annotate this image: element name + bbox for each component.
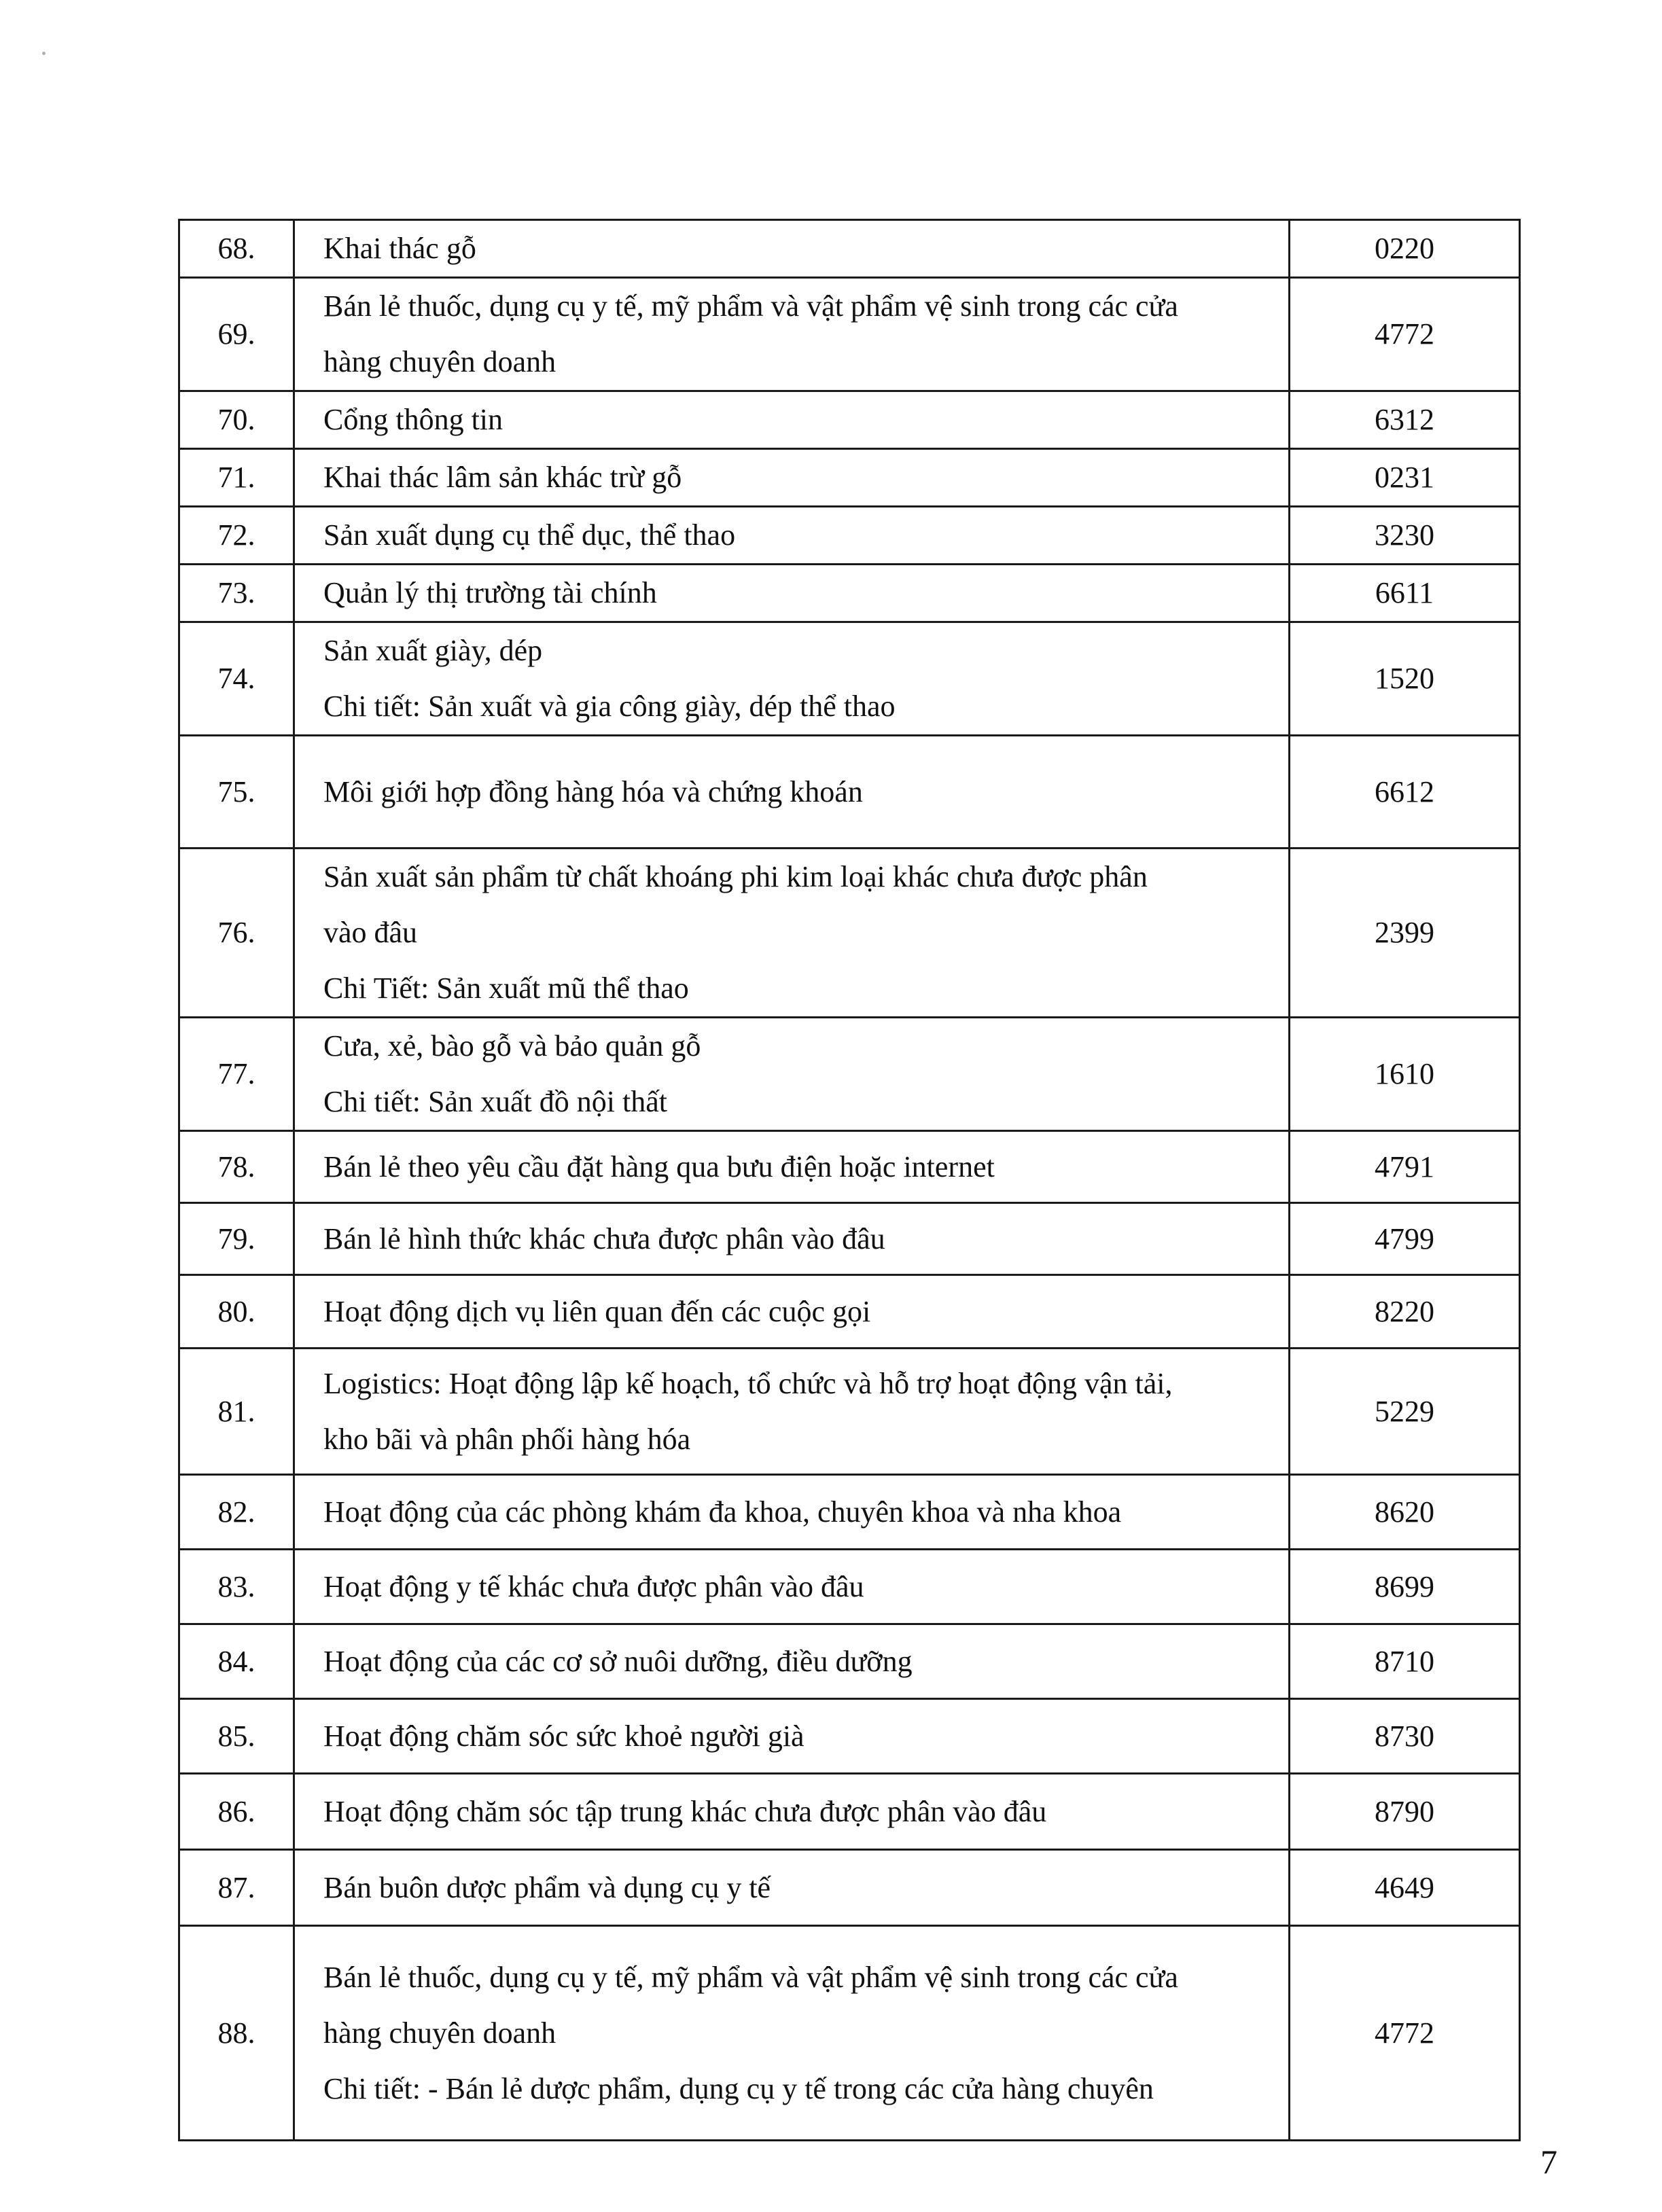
- activity-line: Chi tiết: Sản xuất và gia công giày, dép thể thao: [323, 690, 896, 723]
- row-number: 82.: [179, 1475, 294, 1550]
- table-row: [179, 507, 1520, 565]
- row-activity-name: [294, 1774, 1290, 1850]
- row-activity-name: [294, 1624, 1290, 1699]
- page-number: 7: [1540, 2143, 1557, 2181]
- row-activity-name: [294, 507, 1290, 565]
- activity-line: Hoạt động y tế khác chưa được phân vào đâu: [323, 1569, 864, 1603]
- row-number: 80.: [179, 1275, 294, 1349]
- activity-line: Cổng thông tin: [323, 403, 503, 436]
- row-activity-name: [294, 736, 1290, 849]
- table-row: [179, 1624, 1520, 1699]
- row-code: 6612: [1290, 736, 1520, 849]
- row-number: 86.: [179, 1774, 294, 1850]
- table-row: [179, 220, 1520, 278]
- activity-line: Bán lẻ hình thức khác chưa được phân vào đâu: [323, 1221, 885, 1255]
- activity-line: Chi tiết: - Bán lẻ dược phẩm, dụng cụ y tế trong các cửa hàng chuyên: [323, 2071, 1154, 2105]
- row-activity-name: [294, 1926, 1290, 2141]
- row-code: 4772: [1290, 278, 1520, 391]
- row-code: 8220: [1290, 1275, 1520, 1349]
- row-number: 71.: [179, 449, 294, 507]
- row-number: 74.: [179, 622, 294, 736]
- row-code: 1610: [1290, 1018, 1520, 1131]
- table-row: [179, 1926, 1520, 2141]
- table-row: [179, 391, 1520, 449]
- row-number: 85.: [179, 1699, 294, 1774]
- activity-line: Cưa, xẻ, bào gỗ và bảo quản gỗ: [323, 1029, 701, 1063]
- row-activity-name: [294, 1018, 1290, 1131]
- activity-line: Môi giới hợp đồng hàng hóa và chứng khoán: [323, 774, 863, 808]
- row-activity-name: [294, 1203, 1290, 1275]
- row-activity-name: [294, 449, 1290, 507]
- row-number: 69.: [179, 278, 294, 391]
- row-activity-name: [294, 1550, 1290, 1624]
- activity-line: Hoạt động dịch vụ liên quan đến các cuộc gọi: [323, 1294, 871, 1328]
- row-activity-name: [294, 1349, 1290, 1475]
- table-row: [179, 1550, 1520, 1624]
- business-lines-table: [178, 219, 1521, 2141]
- row-code: 8620: [1290, 1475, 1520, 1550]
- table-row: [179, 1699, 1520, 1774]
- row-activity-name: [294, 1131, 1290, 1203]
- row-number: 76.: [179, 849, 294, 1018]
- activity-line: Hoạt động chăm sóc sức khoẻ người già: [323, 1719, 805, 1753]
- row-activity-name: [294, 1850, 1290, 1926]
- row-code: 4799: [1290, 1203, 1520, 1275]
- table-row: [179, 565, 1520, 622]
- table-row: [179, 622, 1520, 736]
- activity-line: kho bãi và phân phối hàng hóa: [323, 1422, 691, 1456]
- row-activity-name: [294, 622, 1290, 736]
- row-activity-name: [294, 391, 1290, 449]
- activity-line: hàng chuyên doanh: [323, 345, 556, 378]
- row-activity-name: [294, 1475, 1290, 1550]
- row-number: 83.: [179, 1550, 294, 1624]
- activity-line: vào đâu: [323, 916, 418, 949]
- table-row: [179, 736, 1520, 849]
- activity-line: Khai thác gỗ: [323, 232, 476, 265]
- row-number: 77.: [179, 1018, 294, 1131]
- row-activity-name: [294, 220, 1290, 278]
- row-activity-name: [294, 1699, 1290, 1774]
- table-row: [179, 1774, 1520, 1850]
- table-row: [179, 1018, 1520, 1131]
- row-activity-name: [294, 565, 1290, 622]
- row-code: 6312: [1290, 391, 1520, 449]
- activity-line: Khai thác lâm sản khác trừ gỗ: [323, 461, 682, 494]
- row-number: 72.: [179, 507, 294, 565]
- row-code: 8710: [1290, 1624, 1520, 1699]
- activity-line: Bán lẻ thuốc, dụng cụ y tế, mỹ phẩm và vật phẩm vệ sinh trong các cửa: [323, 289, 1178, 323]
- table-row: [179, 449, 1520, 507]
- table-row: [179, 1203, 1520, 1275]
- row-number: 70.: [179, 391, 294, 449]
- activity-line: hàng chuyên doanh: [323, 2016, 556, 2050]
- table-row: [179, 1475, 1520, 1550]
- row-activity-name: [294, 849, 1290, 1018]
- row-code: 5229: [1290, 1349, 1520, 1475]
- row-number: 78.: [179, 1131, 294, 1203]
- activity-line: Logistics: Hoạt động lập kế hoạch, tổ chức và hỗ trợ hoạt động vận tải,: [323, 1366, 1173, 1400]
- activity-line: Chi tiết: Sản xuất đồ nội thất: [323, 1085, 667, 1118]
- row-number: 73.: [179, 565, 294, 622]
- row-code: 0231: [1290, 449, 1520, 507]
- row-code: 3230: [1290, 507, 1520, 565]
- table-row: [179, 1275, 1520, 1349]
- table-row: [179, 1131, 1520, 1203]
- row-activity-name: [294, 1275, 1290, 1349]
- row-code: 8730: [1290, 1699, 1520, 1774]
- scan-speck: [42, 52, 46, 55]
- activity-line: Sản xuất sản phẩm từ chất khoáng phi kim loại khác chưa được phân: [323, 860, 1148, 893]
- row-code: 4772: [1290, 1926, 1520, 2141]
- activity-line: Hoạt động của các cơ sở nuôi dưỡng, điều dưỡng: [323, 1644, 913, 1678]
- activity-line: Chi Tiết: Sản xuất mũ thể thao: [323, 971, 689, 1005]
- table-row: [179, 1850, 1520, 1926]
- row-number: 68.: [179, 220, 294, 278]
- row-code: 6611: [1290, 565, 1520, 622]
- row-activity-name: [294, 278, 1290, 391]
- row-number: 87.: [179, 1850, 294, 1926]
- row-number: 79.: [179, 1203, 294, 1275]
- table-row: [179, 278, 1520, 391]
- activity-line: Bán lẻ thuốc, dụng cụ y tế, mỹ phẩm và vật phẩm vệ sinh trong các cửa: [323, 1960, 1178, 1994]
- activity-line: Quản lý thị trường tài chính: [323, 576, 657, 609]
- row-code: 4649: [1290, 1850, 1520, 1926]
- activity-line: Bán lẻ theo yêu cầu đặt hàng qua bưu điện hoặc internet: [323, 1149, 995, 1183]
- row-code: 2399: [1290, 849, 1520, 1018]
- activity-line: Bán buôn dược phẩm và dụng cụ y tế: [323, 1870, 771, 1904]
- row-number: 81.: [179, 1349, 294, 1475]
- row-number: 84.: [179, 1624, 294, 1699]
- row-code: 4791: [1290, 1131, 1520, 1203]
- table-row: [179, 1349, 1520, 1475]
- activity-line: Sản xuất dụng cụ thể dục, thể thao: [323, 518, 736, 552]
- row-code: 8790: [1290, 1774, 1520, 1850]
- activity-line: Hoạt động chăm sóc tập trung khác chưa được phân vào đâu: [323, 1794, 1047, 1828]
- row-code: 1520: [1290, 622, 1520, 736]
- row-number: 88.: [179, 1926, 294, 2141]
- row-code: 0220: [1290, 220, 1520, 278]
- activity-line: Hoạt động của các phòng khám đa khoa, chuyên khoa và nha khoa: [323, 1495, 1122, 1529]
- row-code: 8699: [1290, 1550, 1520, 1624]
- activity-line: Sản xuất giày, dép: [323, 634, 543, 667]
- row-number: 75.: [179, 736, 294, 849]
- table-row: [179, 849, 1520, 1018]
- table-body: [179, 220, 1520, 2141]
